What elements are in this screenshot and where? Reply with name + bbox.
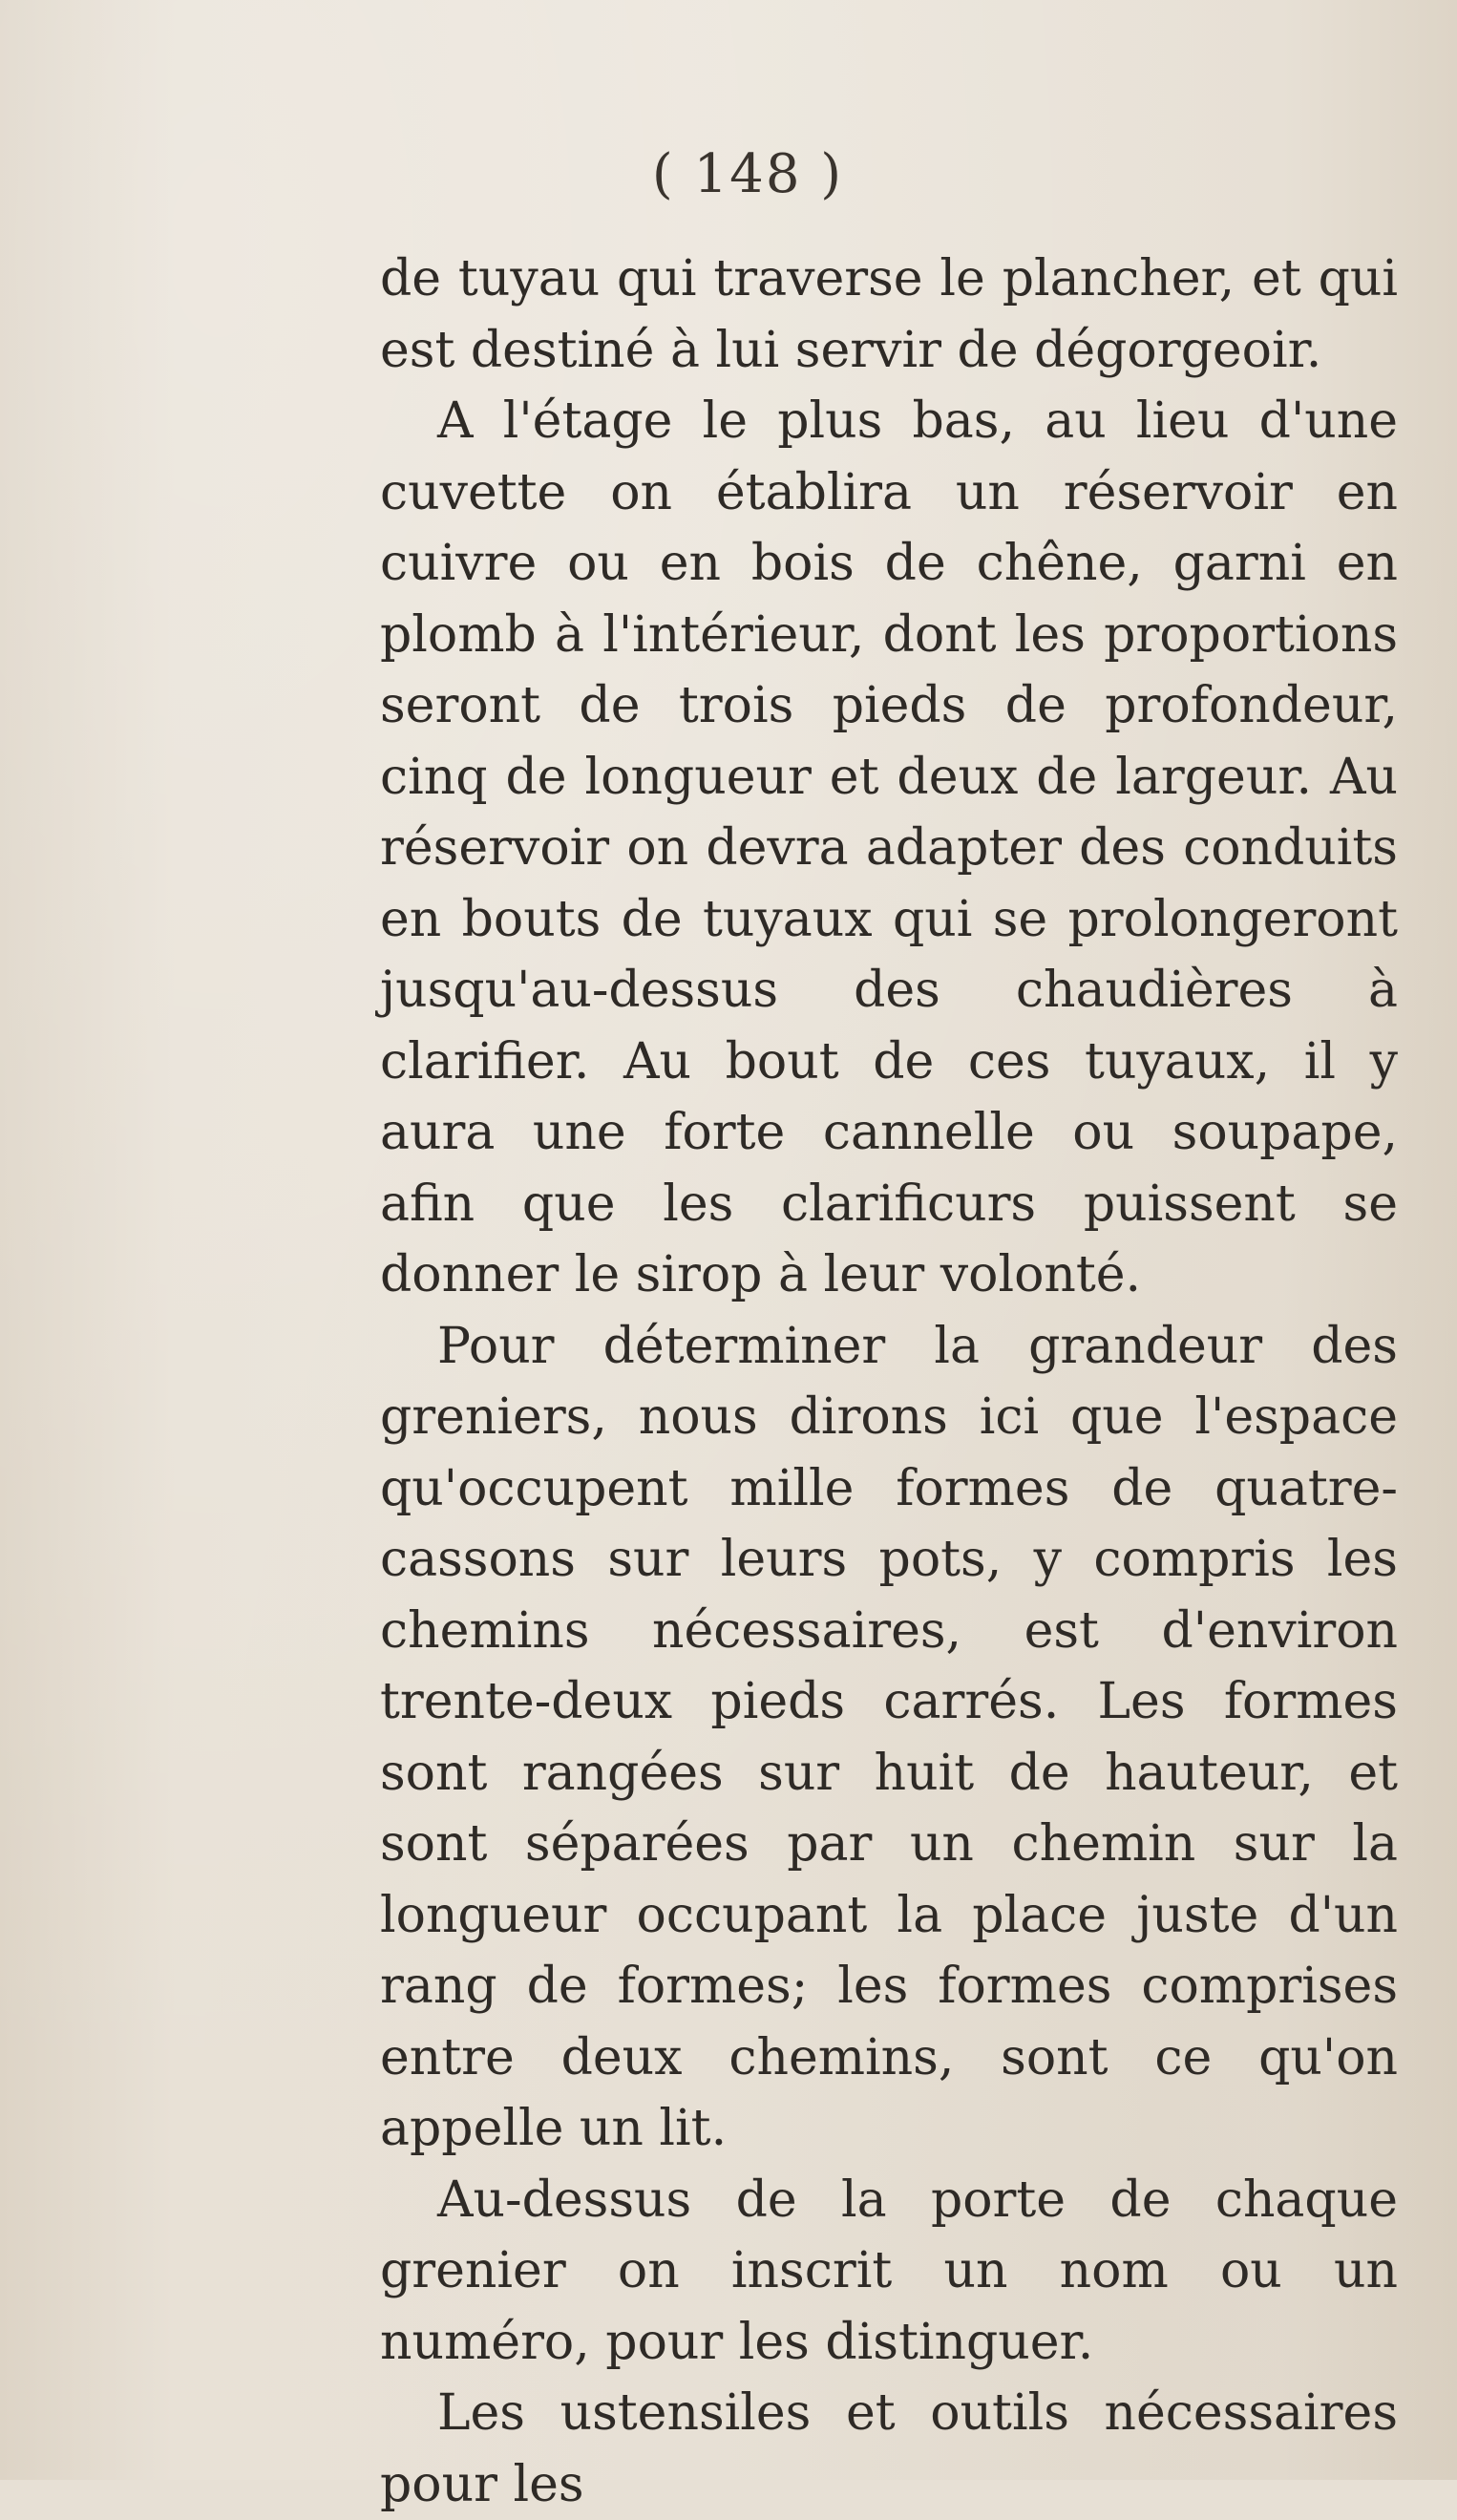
page-number: ( 148 ) [651,143,844,205]
paragraph-reservoir: A l'étage le plus bas, au lieu d'une cuvette on établira un réservoir en cuivre ou en bois de chêne, garni en plomb à l'intérieur, dont les proportions seront de trois pieds de profondeur, cinq de longueur et deux de largeur. Au réservoir on devra adapter des conduits en bouts de tuyaux qui se prolongeront jusqu'au-dessus des chaudières à clarifier. Au bout de ces tuyaux, il y aura une forte cannelle ou soupape, afin que les clarificurs puissent se donner le sirop à leur volonté. [380,392,1398,1303]
paragraph-porte: Au-dessus de la porte de chaque grenier on inscrit un nom ou un numéro, pour les distinguer. [380,2171,1398,2371]
paragraph-greniers: Pour déterminer la grandeur des greniers, nous dirons ici que l'espace qu'occupent mille formes de quatre-cassons sur leurs pots, y compris les chemins nécessaires, est d'environ trente-deux pieds carrés. Les formes sont rangées sur huit de hauteur, et sont séparées par un chemin sur la longueur occupant la place juste d'un rang de formes; les formes comprises entre deux chemins, sont ce qu'on appelle un lit. [380,1317,1398,2157]
body-text [380,244,1398,2520]
paragraph-continuation: de tuyau qui traverse le plancher, et qui est destiné à lui servir de dégorgeoir. [380,250,1398,379]
paragraph-ustensiles: Les ustensiles et outils nécessaires pour les [380,2384,1398,2513]
